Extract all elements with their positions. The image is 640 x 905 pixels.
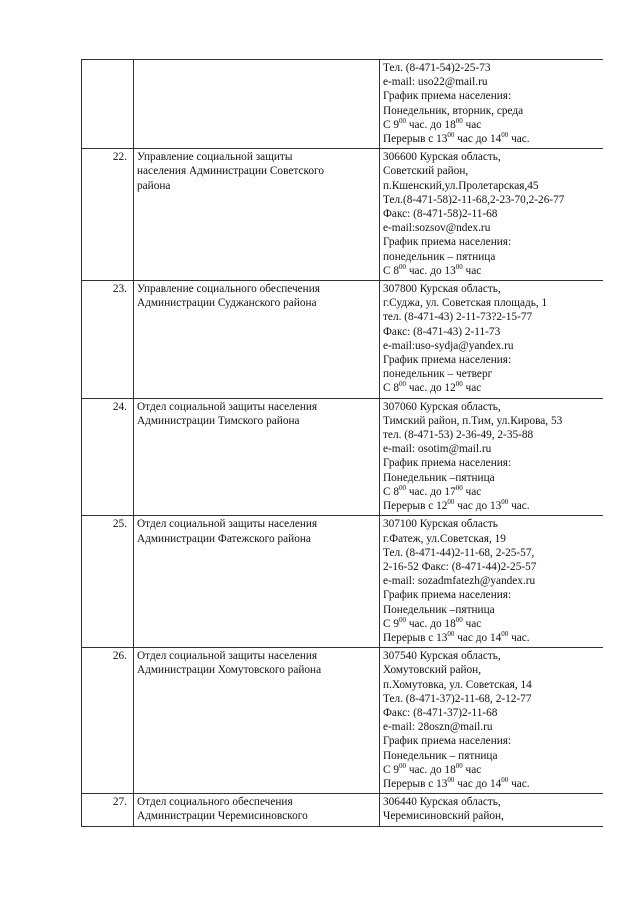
contact-info — [380, 149, 604, 281]
contact-line: понедельник – четверг — [383, 368, 493, 381]
institution-name-line: Отдел социальной защиты населения — [137, 400, 318, 413]
contact-line: e-mail: 28oszn@mail.ru — [383, 721, 493, 734]
time-superscript: 00 — [399, 116, 407, 125]
contact-line: 306440 Курская область, — [383, 796, 501, 809]
contact-line: График приема населения: — [383, 457, 512, 470]
reception-hours: С $8^{00}$ час. до $13^{00}$ час — [383, 262, 482, 277]
row-number: 23. — [82, 281, 134, 399]
contact-line: Черемисиновский район, — [383, 810, 504, 823]
contact-line: e-mail:uso-sydja@yandex.ru — [383, 339, 514, 352]
institution-name — [134, 60, 380, 149]
table-row — [82, 794, 604, 826]
time-superscript: 00 — [399, 380, 407, 389]
institution-name — [134, 281, 380, 399]
contact-line: График приема населения: — [383, 354, 512, 367]
contact-line: e-mail: osotim@mail.ru — [383, 443, 492, 456]
contact-line: г.Суджа, ул. Советская площадь, 1 — [383, 297, 548, 310]
contact-line: График приема населения: — [383, 90, 512, 103]
contact-line: Факс: (8-471-37)2-11-68 — [383, 706, 498, 719]
contact-line: г.Фатеж, ул.Советская, 19 — [383, 532, 506, 545]
contact-line: Понедельник –пятница — [383, 603, 495, 616]
row-number: 22. — [82, 149, 134, 281]
reception-hours: С $9^{00}$ час. до $18^{00}$ час — [383, 761, 482, 776]
contact-line: График приема населения: — [383, 236, 512, 249]
institution-name-line: Администрации Хомутовского района — [137, 664, 322, 677]
contact-line: 307060 Курская область, — [383, 400, 501, 413]
time-superscript: 00 — [455, 116, 463, 125]
contact-line: e-mail: sozadmfatezh@yandex.ru — [383, 575, 536, 588]
table-row — [82, 648, 604, 794]
institution-name-line: Администрации Черемисиновского — [137, 810, 308, 823]
contact-line: 306600 Курская область, — [383, 151, 501, 164]
time-superscript: 00 — [455, 761, 463, 770]
time-superscript: 00 — [447, 629, 455, 638]
institution-name-line: Отдел социальной защиты населения — [137, 650, 318, 663]
contact-line: тел. (8-471-43) 2-11-73?2-15-77 — [383, 311, 533, 324]
contact-line: e-mail:sozsov@ndex.ru — [383, 222, 491, 235]
contact-line: п.Хомутовка, ул. Советская, 14 — [383, 678, 532, 691]
time-superscript: 00 — [501, 131, 509, 140]
time-superscript: 00 — [455, 483, 463, 492]
contact-line: Тел.(8-471-58)2-11-68,2-23-70,2-26-77 — [383, 193, 565, 206]
table-row — [82, 281, 604, 399]
contact-info — [380, 60, 604, 149]
contact-line: 307800 Курская область, — [383, 283, 501, 296]
contact-line: Тел. (8-471-54)2-25-73 — [383, 62, 491, 74]
row-number: 24. — [82, 398, 134, 516]
time-superscript: 00 — [455, 262, 463, 271]
row-number: 27. — [82, 794, 134, 826]
time-superscript: 00 — [399, 262, 407, 271]
contact-line: Понедельник –пятница — [383, 471, 495, 484]
table-row — [82, 149, 604, 281]
institution-name — [134, 149, 380, 281]
contact-info — [380, 281, 604, 399]
time-superscript: 00 — [501, 629, 509, 638]
time-superscript: 00 — [399, 761, 407, 770]
time-superscript: 00 — [501, 498, 509, 507]
contact-line: 2-16-52 Факс: (8-471-44)2-25-57 — [383, 560, 537, 573]
institution-name-line: Администрации Фатежского района — [137, 532, 311, 545]
contact-info — [380, 398, 604, 516]
contact-line: Тел. (8-471-37)2-11-68, 2-12-77 — [383, 692, 532, 705]
break-hours: Перерыв с $13^{00}$ час до $14^{00}$ час. — [383, 629, 530, 644]
table-row — [82, 516, 604, 648]
contact-line: Тел. (8-471-44)2-11-68, 2-25-57, — [383, 546, 535, 559]
contact-line: Тимский район, п.Тим, ул.Кирова, 53 — [383, 414, 563, 427]
time-superscript: 00 — [455, 615, 463, 624]
contact-line: Понедельник, вторник, среда — [383, 104, 524, 117]
contact-info — [380, 794, 604, 826]
contact-line: Понедельник – пятница — [383, 749, 498, 762]
row-number — [82, 60, 134, 149]
contact-line: Факс: (8-471-58)2-11-68 — [383, 208, 498, 221]
institution-name — [134, 516, 380, 648]
contact-line: п.Кшенский,ул.Пролетарская,45 — [383, 179, 539, 192]
time-superscript: 00 — [447, 775, 455, 784]
contact-line: График приема населения: — [383, 589, 512, 602]
reception-hours: С $8^{00}$ час. до $17^{00}$ час — [383, 483, 482, 498]
contact-line: График приема населения: — [383, 735, 512, 748]
institutions-table — [81, 59, 603, 827]
time-superscript: 00 — [447, 131, 455, 140]
institution-name — [134, 648, 380, 794]
contact-info — [380, 516, 604, 648]
institution-name — [134, 398, 380, 516]
contact-line: Факс: (8-471-43) 2-11-73 — [383, 325, 501, 338]
row-number: 25. — [82, 516, 134, 648]
contact-line: понедельник – пятница — [383, 250, 496, 263]
break-hours: Перерыв с $12^{00}$ час до $13^{00}$ час. — [383, 498, 530, 513]
time-superscript: 00 — [399, 615, 407, 624]
reception-hours: С $9^{00}$ час. до $18^{00}$ час — [383, 615, 482, 630]
institution-name-line: Отдел социальной защиты населения — [137, 518, 318, 531]
institution-name-line: Управление социального обеспечения — [137, 283, 320, 296]
institution-name-line: Отдел социального обеспечения — [137, 796, 293, 809]
break-hours: Перерыв с $13^{00}$ час до $14^{00}$ час. — [383, 775, 530, 790]
break-hours: Перерыв с $13^{00}$ час до $14^{00}$ час. — [383, 131, 530, 146]
institution-name-line: района — [137, 179, 171, 192]
table-row — [82, 398, 604, 516]
page-sheet — [81, 59, 603, 845]
contact-line: 307100 Курская область — [383, 518, 498, 531]
contact-info — [380, 648, 604, 794]
institution-name — [134, 794, 380, 826]
institution-name-line: населения Администрации Советского — [137, 165, 325, 178]
institution-name-line: Администрации Суджанского района — [137, 297, 317, 310]
institution-name-line: Управление социальной защиты — [137, 151, 293, 164]
reception-hours: С $9^{00}$ час. до $18^{00}$ час — [383, 116, 482, 131]
institution-name-line: Администрации Тимского района — [137, 414, 300, 427]
time-superscript: 00 — [455, 380, 463, 389]
contact-line: тел. (8-471-53) 2-36-49, 2-35-88 — [383, 429, 534, 442]
time-superscript: 00 — [399, 483, 407, 492]
table-row — [82, 60, 604, 149]
time-superscript: 00 — [501, 775, 509, 784]
row-number: 26. — [82, 648, 134, 794]
contact-line: 307540 Курская область, — [383, 650, 501, 663]
time-superscript: 00 — [447, 498, 455, 507]
contact-line: Хомутовский район, — [383, 664, 482, 677]
contact-line: e-mail: uso22@mail.ru — [383, 76, 488, 89]
reception-hours: С $8^{00}$ час. до $12^{00}$ час — [383, 380, 482, 395]
contact-line: Советский район, — [383, 165, 469, 178]
